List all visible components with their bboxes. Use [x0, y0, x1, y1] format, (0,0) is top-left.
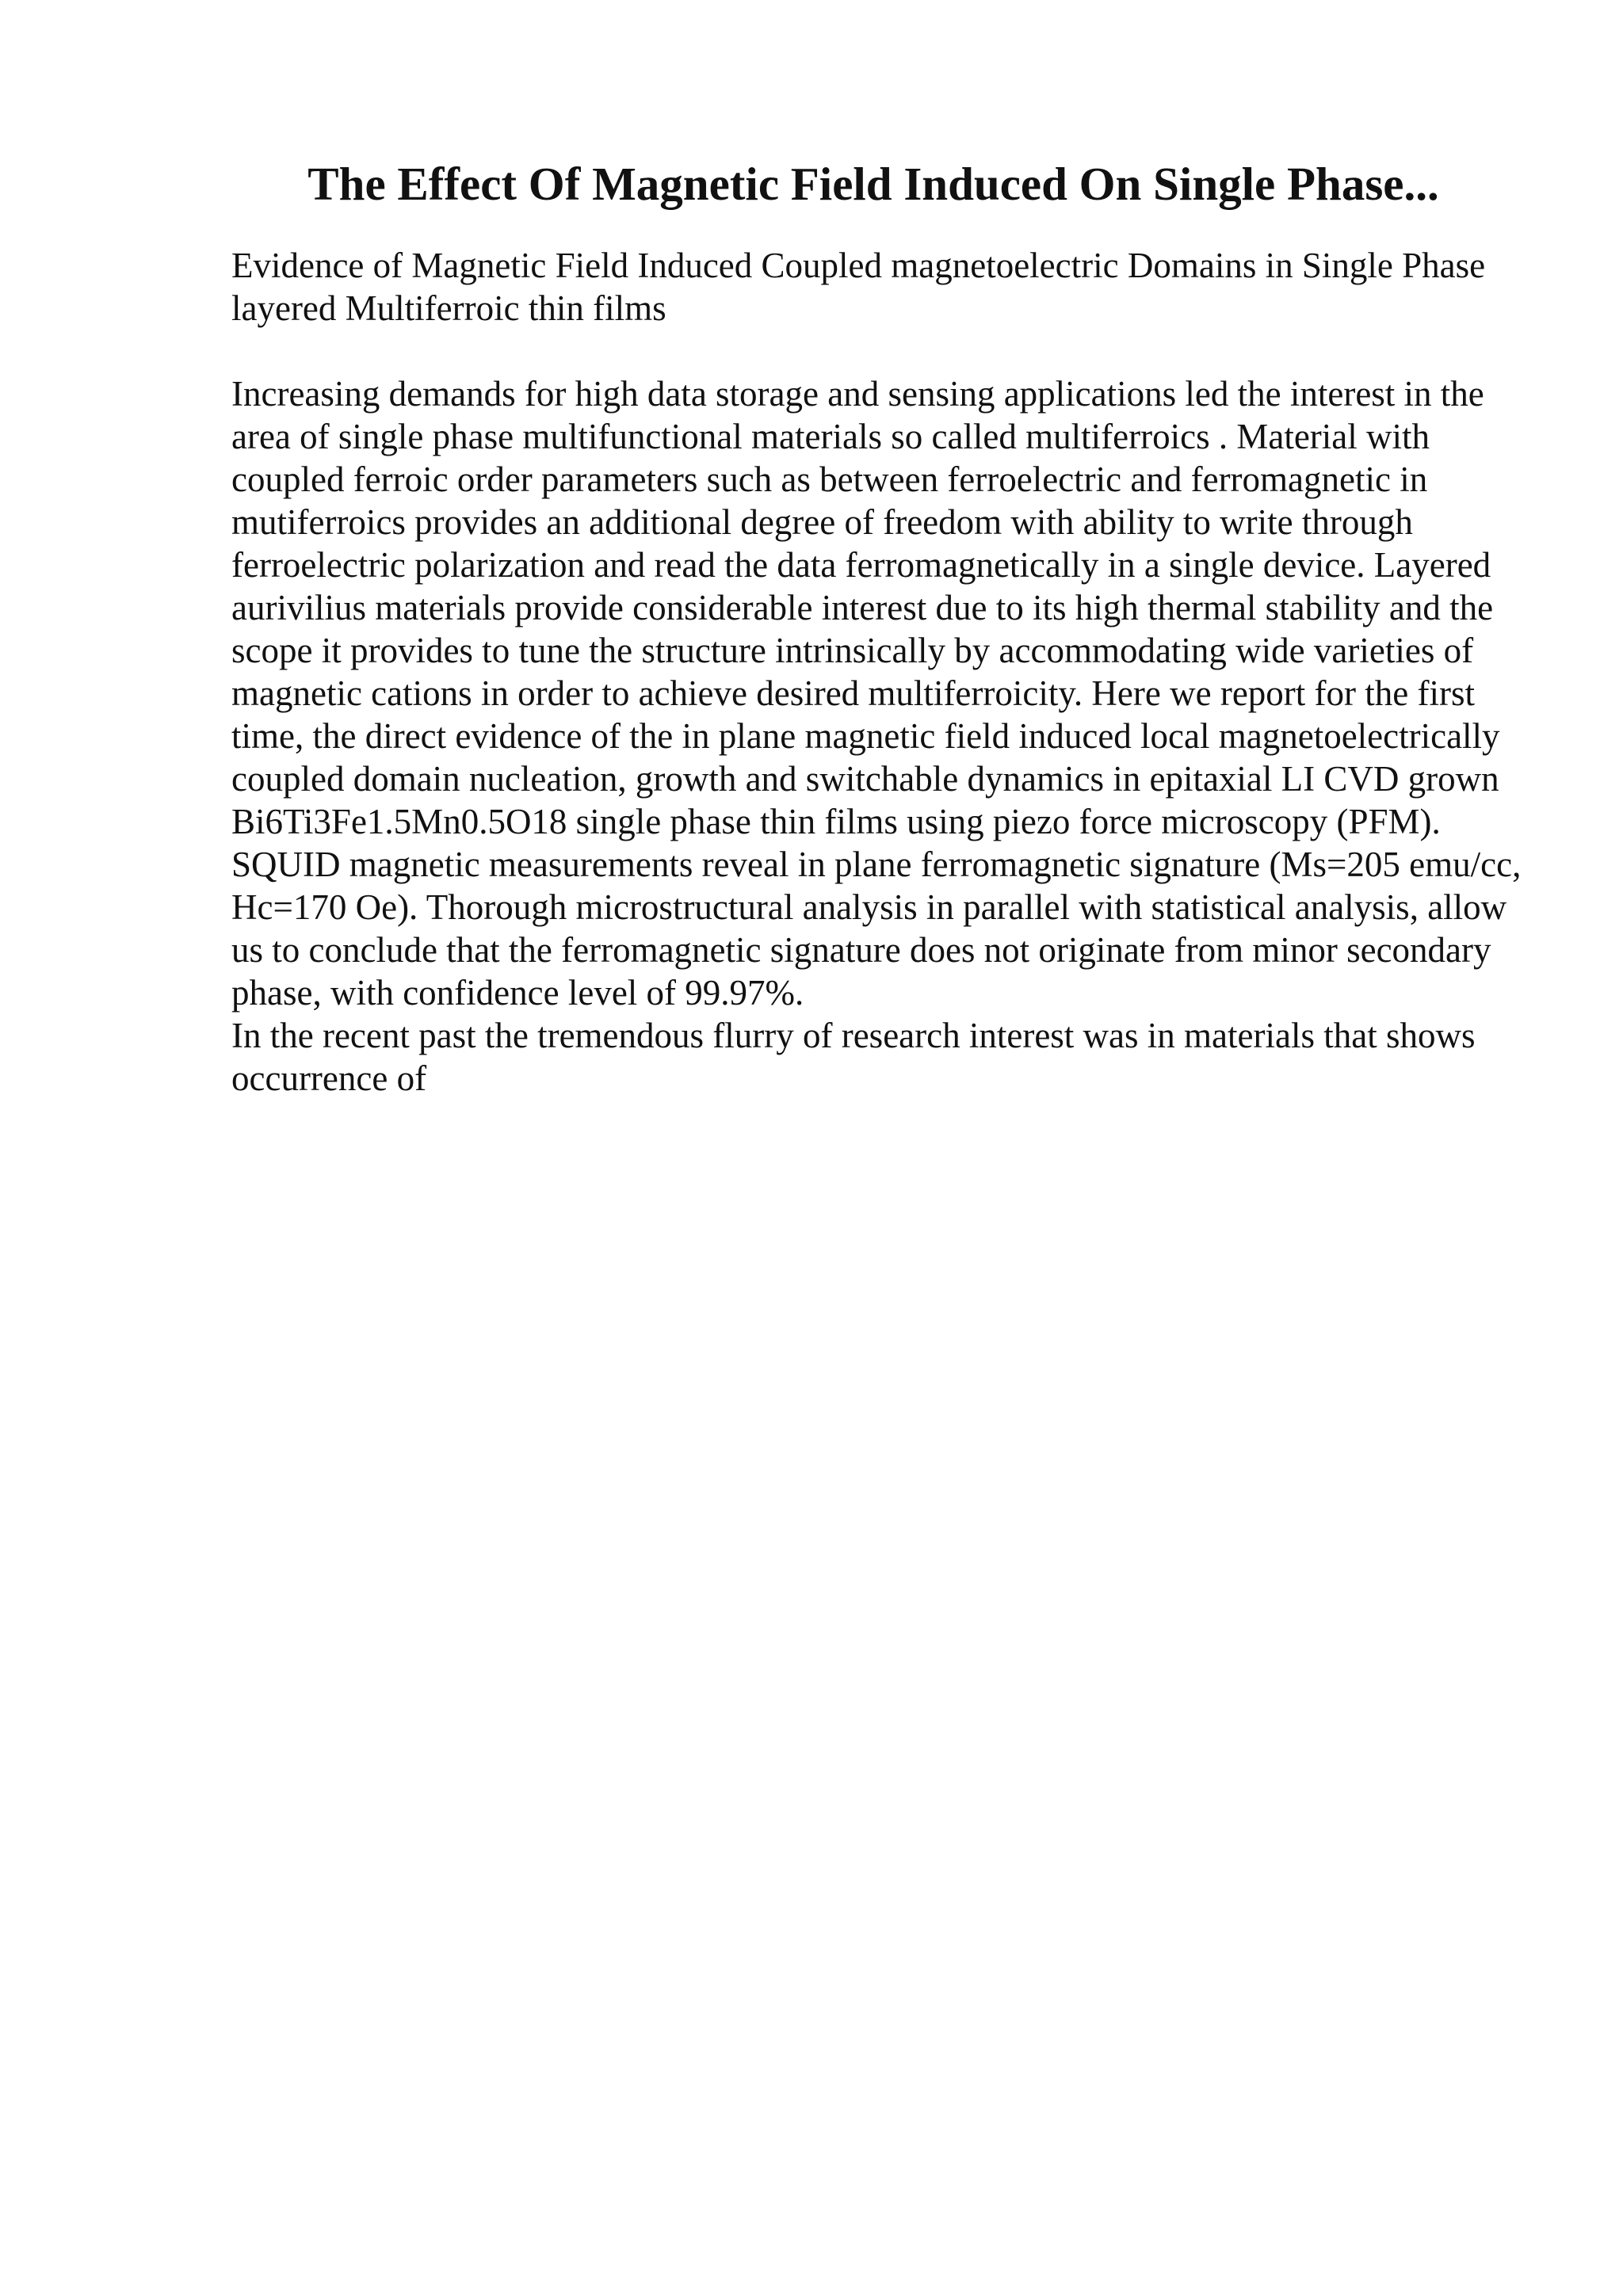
body-paragraph: Increasing demands for high data storage and sensing applications led the interest in the area of single phase multifunctional materials so called multiferroics . Material with coupled ferroic order parameters such as between ferroelectric and ferromagnetic in mutiferroics provides an additional degree of freedom with ability to write through ferroelectric polarization and read the data ferromagnetically in a single device. Layered aurivilius materials provide considerable interest due to its high thermal stability and the scope it provides to tune the structure intrinsically by accommodating wide varieties of magnetic cations in order to achieve desired multiferroicity. Here we report for the first time, the direct evidence of the in plane magnetic field induced local magnetoelectrically coupled domain nucleation, growth and switchable dynamics in epitaxial LI CVD grown Bi6Ti3Fe1.5Mn0.5O18 single phase thin films using piezo force microscopy (PFM). SQUID magnetic measurements reveal in plane ferromagnetic signature (Ms=205 emu/cc, Hc=170 Oe). Thorough microstructural analysis in parallel with statistical analysis, allow us to conclude that the ferromagnetic signature does not originate from minor secondary phase, with confidence level of 99.97%. [231, 374, 1522, 1013]
document-subtitle: Evidence of Magnetic Field Induced Coupled magnetoelectric Domains in Single Phase layered Multiferroic thin films [231, 246, 1486, 328]
body-paragraph: In the recent past the tremendous flurry of research interest was in materials that shows occurrence of [231, 1016, 1476, 1098]
document-title: The Effect Of Magnetic Field Induced On Single Phase... [307, 158, 1439, 210]
document-body [231, 244, 1531, 1100]
